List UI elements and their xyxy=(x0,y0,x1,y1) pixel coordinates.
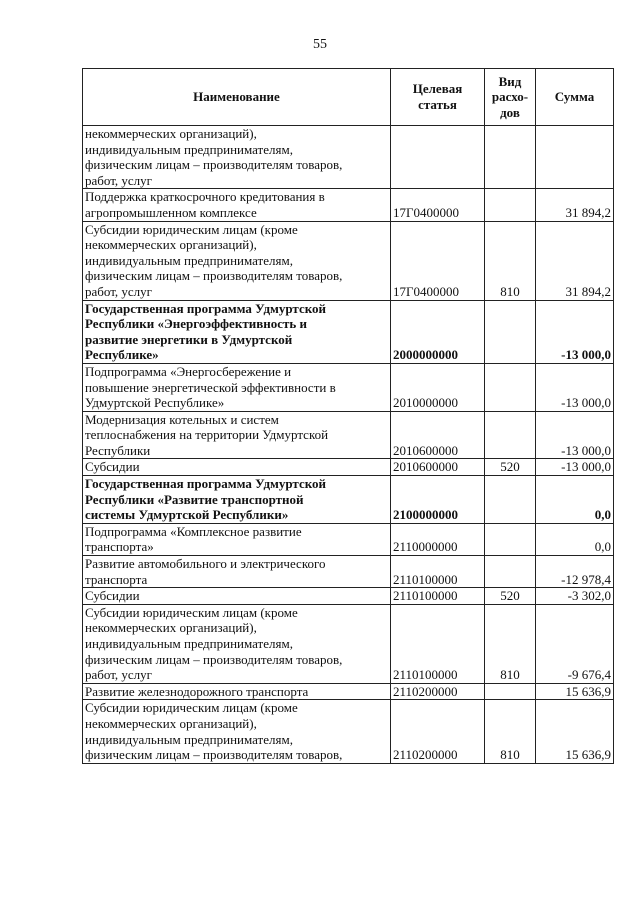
page-number: 55 xyxy=(313,37,327,52)
cell-expense-type xyxy=(485,363,536,411)
cell-amount: -9 676,4 xyxy=(536,604,614,683)
cell-expense-type: 520 xyxy=(485,459,536,476)
cell-expense-type: 810 xyxy=(485,604,536,683)
cell-expense-type xyxy=(485,126,536,189)
cell-name: Подпрограмма «Энергосбережение и повышение энергетической эффективности в Удмуртской Республике» xyxy=(83,363,391,411)
table-row xyxy=(83,459,614,476)
cell-expense-type xyxy=(485,411,536,459)
cell-amount xyxy=(536,126,614,189)
table-row xyxy=(83,700,614,763)
cell-amount: 15 636,9 xyxy=(536,700,614,763)
cell-name: Подпрограмма «Комплексное развитие транспорта» xyxy=(83,523,391,555)
table-row xyxy=(83,604,614,683)
header-target-article: Целевая статья xyxy=(391,69,485,126)
table-body xyxy=(83,126,614,764)
cell-amount: -13 000,0 xyxy=(536,411,614,459)
cell-amount: 0,0 xyxy=(536,476,614,524)
table-row xyxy=(83,523,614,555)
cell-name: Модернизация котельных и систем теплоснабжения на территории Удмуртской Республики xyxy=(83,411,391,459)
cell-expense-type xyxy=(485,476,536,524)
cell-name: Субсидии xyxy=(83,588,391,605)
table-row xyxy=(83,683,614,700)
cell-expense-type xyxy=(485,556,536,588)
table-row xyxy=(83,411,614,459)
cell-target-article: 2110000000 xyxy=(391,523,485,555)
cell-amount: -13 000,0 xyxy=(536,459,614,476)
cell-amount: -13 000,0 xyxy=(536,363,614,411)
header-name: Наименование xyxy=(83,69,391,126)
cell-target-article: 17Г0400000 xyxy=(391,189,485,221)
cell-name: Субсидии юридическим лицам (кроме некоммерческих организаций), индивидуальным предпринимателям, физическим лицам – производителям товаров, работ, услуг xyxy=(83,221,391,300)
cell-amount: 15 636,9 xyxy=(536,683,614,700)
cell-name: Поддержка краткосрочного кредитования в агропромышленном комплексе xyxy=(83,189,391,221)
cell-name: Развитие автомобильного и электрического транспорта xyxy=(83,556,391,588)
cell-target-article: 2010000000 xyxy=(391,363,485,411)
cell-name: некоммерческих организаций), индивидуальным предпринимателям, физическим лицам – производителям товаров, работ, услуг xyxy=(83,126,391,189)
cell-amount: 31 894,2 xyxy=(536,189,614,221)
table-row xyxy=(83,300,614,363)
budget-table xyxy=(82,68,614,764)
cell-expense-type xyxy=(485,189,536,221)
cell-expense-type: 520 xyxy=(485,588,536,605)
cell-target-article: 2110200000 xyxy=(391,683,485,700)
table-row xyxy=(83,556,614,588)
cell-expense-type: 810 xyxy=(485,221,536,300)
cell-target-article: 2010600000 xyxy=(391,411,485,459)
table-row xyxy=(83,126,614,189)
header-expense-type: Вид расхо- дов xyxy=(485,69,536,126)
table-row xyxy=(83,363,614,411)
cell-target-article: 2110100000 xyxy=(391,588,485,605)
cell-expense-type xyxy=(485,683,536,700)
cell-amount: 0,0 xyxy=(536,523,614,555)
table-row xyxy=(83,476,614,524)
cell-name: Субсидии юридическим лицам (кроме некоммерческих организаций), индивидуальным предпринимателям, физическим лицам – производителям товаров, работ, услуг xyxy=(83,604,391,683)
cell-amount: 31 894,2 xyxy=(536,221,614,300)
cell-target-article xyxy=(391,126,485,189)
cell-name: Субсидии юридическим лицам (кроме некоммерческих организаций), индивидуальным предпринимателям, физическим лицам – производителям товаров, xyxy=(83,700,391,763)
cell-name: Государственная программа Удмуртской Республики «Развитие транспортной системы Удмуртской Республики» xyxy=(83,476,391,524)
cell-expense-type xyxy=(485,300,536,363)
cell-name: Развитие железнодорожного транспорта xyxy=(83,683,391,700)
cell-target-article: 2110200000 xyxy=(391,700,485,763)
table-header-row xyxy=(83,69,614,126)
cell-amount: -12 978,4 xyxy=(536,556,614,588)
table-row xyxy=(83,588,614,605)
cell-target-article: 2110100000 xyxy=(391,604,485,683)
table-row xyxy=(83,189,614,221)
cell-target-article: 2100000000 xyxy=(391,476,485,524)
cell-target-article: 2000000000 xyxy=(391,300,485,363)
cell-amount: -13 000,0 xyxy=(536,300,614,363)
cell-target-article: 2010600000 xyxy=(391,459,485,476)
cell-target-article: 2110100000 xyxy=(391,556,485,588)
table-row xyxy=(83,221,614,300)
header-amount: Сумма xyxy=(536,69,614,126)
cell-amount: -3 302,0 xyxy=(536,588,614,605)
cell-expense-type: 810 xyxy=(485,700,536,763)
cell-expense-type xyxy=(485,523,536,555)
cell-name: Государственная программа Удмуртской Республики «Энергоэффективность и развитие энергетики в Удмуртской Республике» xyxy=(83,300,391,363)
cell-target-article: 17Г0400000 xyxy=(391,221,485,300)
cell-name: Субсидии xyxy=(83,459,391,476)
